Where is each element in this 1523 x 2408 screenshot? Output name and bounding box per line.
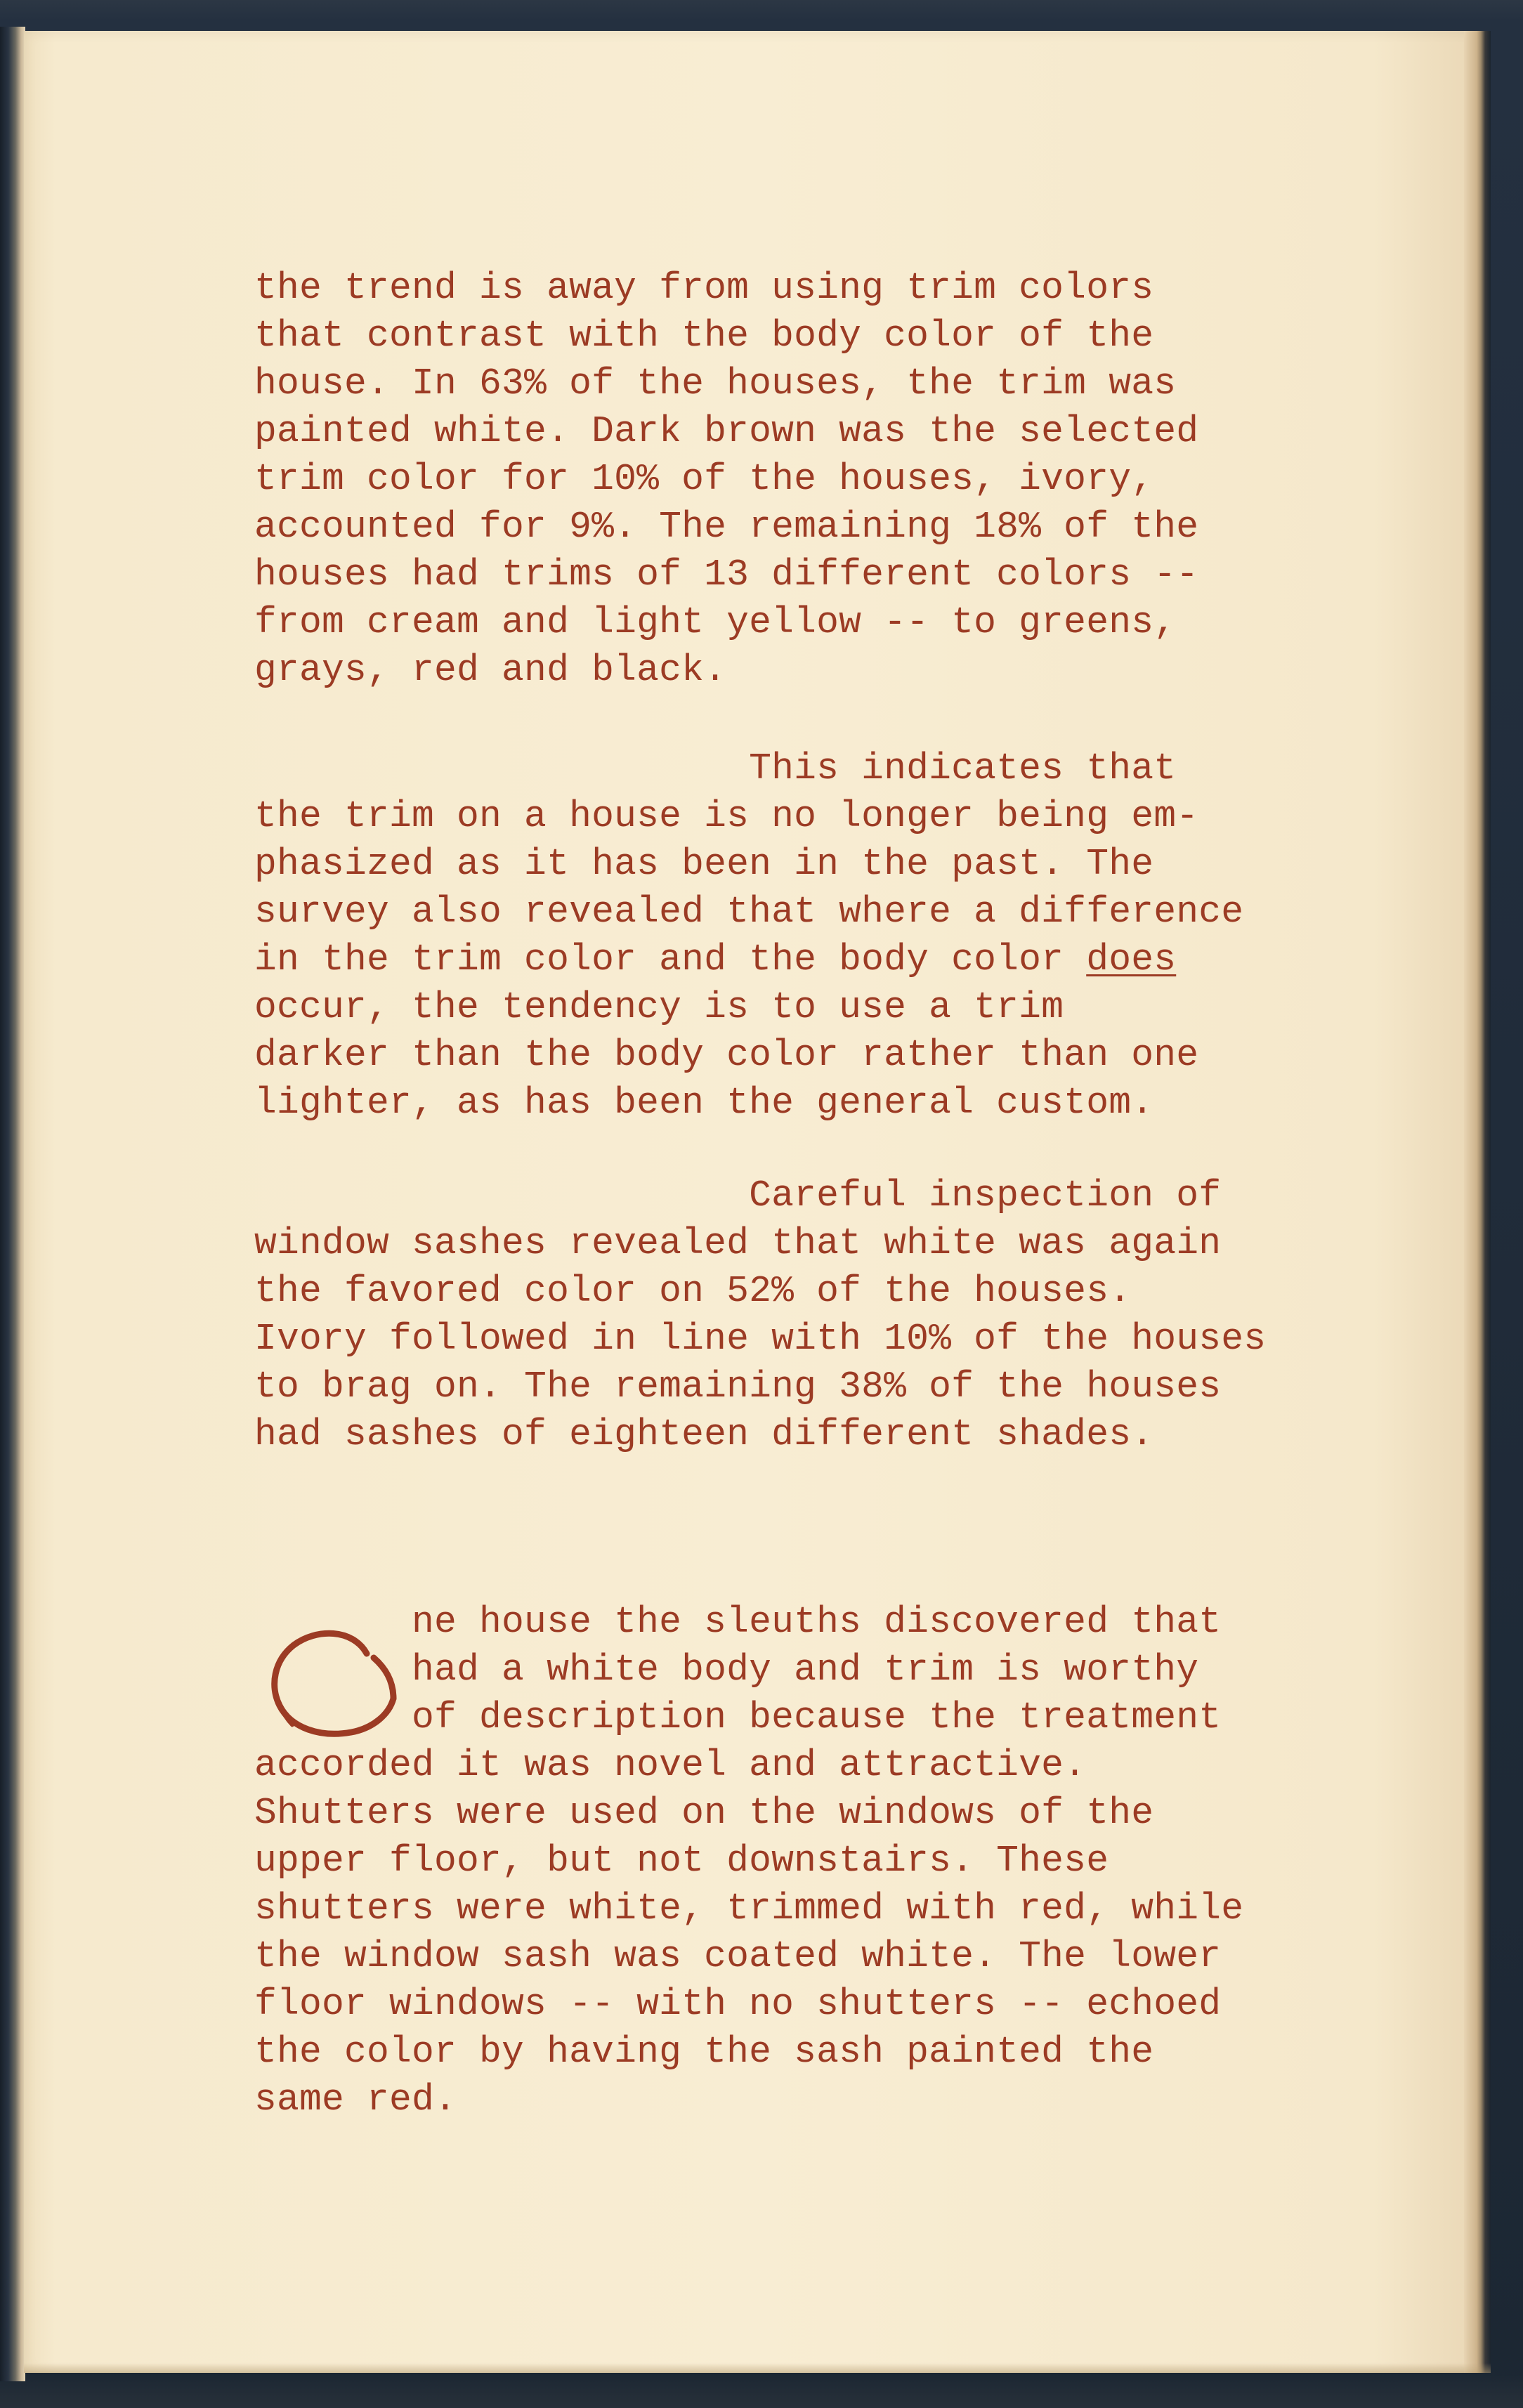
paragraph-trim-emphasis <box>254 745 1336 1127</box>
underlined-word-does: does <box>1086 938 1177 981</box>
paragraph-white-house-description: ne house the sleuths discovered that had a white body and trim is worthy of description because the treatment accorded it was novel and attractive. Shutters were used on the windows of the upper floor, but not downstairs. These shutters were white, trimmed with red, while the window sash was coated white. The lower floor windows -- with no shutters -- echoed the color by having the sash painted the same red. <box>254 1601 1244 2121</box>
paragraph-trim-emphasis-part-2: occur, the tendency is to use a trim darker than the body color rather than one lighter, as has been the general custom. <box>254 986 1199 1124</box>
paragraph-trim-emphasis-part-1: This indicates that the trim on a house is no longer being em- phasized as it has been in the past. The survey also revealed that where a difference in the trim color and the body color <box>254 747 1244 981</box>
paragraph-trim-colors: the trend is away from using trim colors that contrast with the body color of the house. In 63% of the houses, the trim was painted white. Dark brown was the selected trim color for 10% of the houses, ivory, accounted for 9%. The remaining 18% of the houses had trims of 13 different colors -- from cream and light yellow -- to greens, grays, red and black. <box>254 267 1199 691</box>
paragraph-window-sashes: Careful inspection of window sashes revealed that white was again the favored color on 52% of the houses. Ivory followed in line with 10% of the houses to brag on. The remaining 38% of the houses had sashes of eighteen different shades. <box>254 1174 1267 1455</box>
page-edge-right <box>1464 31 1491 2373</box>
book-spine-edge <box>0 27 25 2381</box>
page-edge-bottom <box>24 2363 1491 2373</box>
